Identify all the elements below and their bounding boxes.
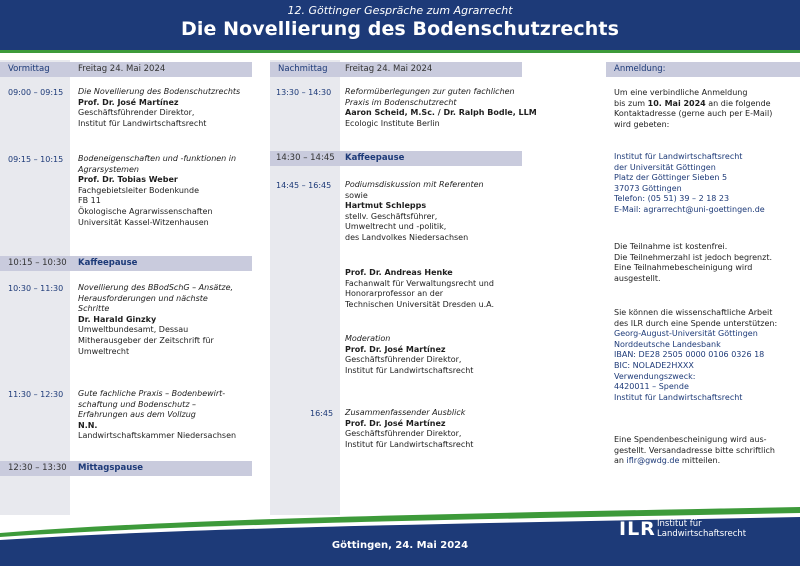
time-slot: 09:00 – 09:15 xyxy=(8,88,64,97)
nachmittag-header xyxy=(270,62,522,77)
program-item: Gute fachliche Praxis – Bodenbewirt- schaftung und Bodenschutz – Erfahrungen aus dem Vollzug N.N. Landwirtschaftskammer Niedersachsen xyxy=(78,389,237,441)
program-item: Zusammenfassender Ausblick Prof. Dr. José Martínez Geschäftsführender Direktor, Institut für Landwirtschaftsrecht xyxy=(345,408,474,449)
nachmittag-label: Nachmittag xyxy=(278,64,328,74)
header-divider xyxy=(0,50,800,53)
program-item: Die Novellierung des Bodenschutzrechts Prof. Dr. José Martínez Geschäftsführender Direktor, Institut für Landwirtschaftsrecht xyxy=(78,87,241,128)
anmeldung-intro: Um eine verbindliche Anmeldung bis zum 10. Mai 2024 an die folgende Kontaktadresse (gerne auch per E-Mail) wird gebeten: xyxy=(614,88,773,129)
logo-line2: Landwirtschaftsrecht xyxy=(657,529,747,539)
program-item: Reformüberlegungen zur guten fachlichen Praxis im Bodenschutzrecht Aaron Scheid, M.Sc. / Dr. Ralph Bodle, LLM Ecologic Institute Berlin xyxy=(345,87,537,128)
nachmittag-date: Freitag 24. Mai 2024 xyxy=(345,64,433,74)
footer-date: Göttingen, 24. Mai 2024 xyxy=(331,540,469,551)
time-slot: 16:45 xyxy=(310,409,334,418)
program-item: Podiumsdiskussion mit Referenten sowie Hartmut Schlepps stellv. Geschäftsführer, Umweltrecht und -politik, des Landvolkes Niedersachsen xyxy=(345,180,484,242)
vormittag-header xyxy=(0,62,252,77)
header xyxy=(0,0,800,50)
donation-receipt-info: Eine Spendenbescheinigung wird aus- gestellt. Versandadresse bitte schriftlich an iflr@gwdg.de mitteilen. xyxy=(614,435,775,466)
program-item: Moderation Prof. Dr. José Martínez Geschäftsführender Direktor, Institut für Landwirtschaftsrecht xyxy=(345,334,474,375)
break-bar: 10:15 – 10:30 Kaffeepause xyxy=(0,256,252,271)
program-item: Prof. Dr. Andreas Henke Fachanwalt für Verwaltungsrecht und Honorarprofessor an der Technischen Universität Dresden u.A. xyxy=(345,268,495,309)
break-bar: 12:30 – 13:30 Mittagspause xyxy=(0,461,252,476)
header-subtitle: 12. Göttinger Gespräche zum Agrarrecht xyxy=(287,4,513,17)
nachmittag-time-column xyxy=(270,60,340,515)
time-slot: 09:15 – 10:15 xyxy=(8,155,64,164)
contact-address: Institut für Landwirtschaftsrecht der Universität Göttingen Platz der Göttinger Sieben 5 37073 Göttingen Telefon: (05 51) 39 – 2 18 23 E-Mail: agrarrecht@uni-goettingen.de xyxy=(614,152,800,216)
participation-info: Die Teilnahme ist kostenfrei. Die Teilnehmerzahl ist jedoch begrenzt. Eine Teilnahmebescheinigung wird ausgestellt. xyxy=(614,242,773,283)
page-title: Die Novellierung des Bodenschutzrechts xyxy=(180,18,620,40)
email-link[interactable]: iflr@gwdg.de xyxy=(626,456,680,466)
logo-mark: ILR xyxy=(619,518,656,540)
program-item: Novellierung des BBodSchG – Ansätze, Herausforderungen und nächste Schritte Dr. Harald Ginzky Umweltbundesamt, Dessau Mitherausgeber der Zeitschrift für Umweltrecht xyxy=(78,283,234,356)
time-slot: 11:30 – 12:30 xyxy=(8,390,64,399)
time-slot: 13:30 – 14:30 xyxy=(276,88,332,97)
email-link[interactable]: E-Mail: agrarrecht@uni-goettingen.de xyxy=(614,204,765,214)
vormittag-date: Freitag 24. Mai 2024 xyxy=(78,64,166,74)
vormittag-label: Vormittag xyxy=(8,64,50,74)
donation-info: Sie können die wissenschaftliche Arbeit des ILR durch eine Spende unterstützen: Georg-August-Universität Göttingen Norddeutsche Landesbank IBAN: DE28 2505 0000 0106 0326 18 BIC: NOLADE2HXXX Verwendungszweck: 4420011 – Spende Institut für Landwirtschaftsrecht xyxy=(614,308,778,402)
break-bar: 14:30 – 14:45 Kaffeepause xyxy=(270,151,522,166)
program-item: Bodeneigenschaften und -funktionen in Agrarsystemen Prof. Dr. Tobias Weber Fachgebietsleiter Bodenkunde FB 11 Ökologische Agrarwissenschaften Universität Kassel-Witzenhausen xyxy=(78,154,237,227)
time-slot: 10:30 – 11:30 xyxy=(8,284,64,293)
logo-line1: Institut für xyxy=(657,519,702,529)
anmeldung-header: Anmeldung: xyxy=(606,62,800,77)
time-slot: 14:45 – 16:45 xyxy=(276,181,332,190)
